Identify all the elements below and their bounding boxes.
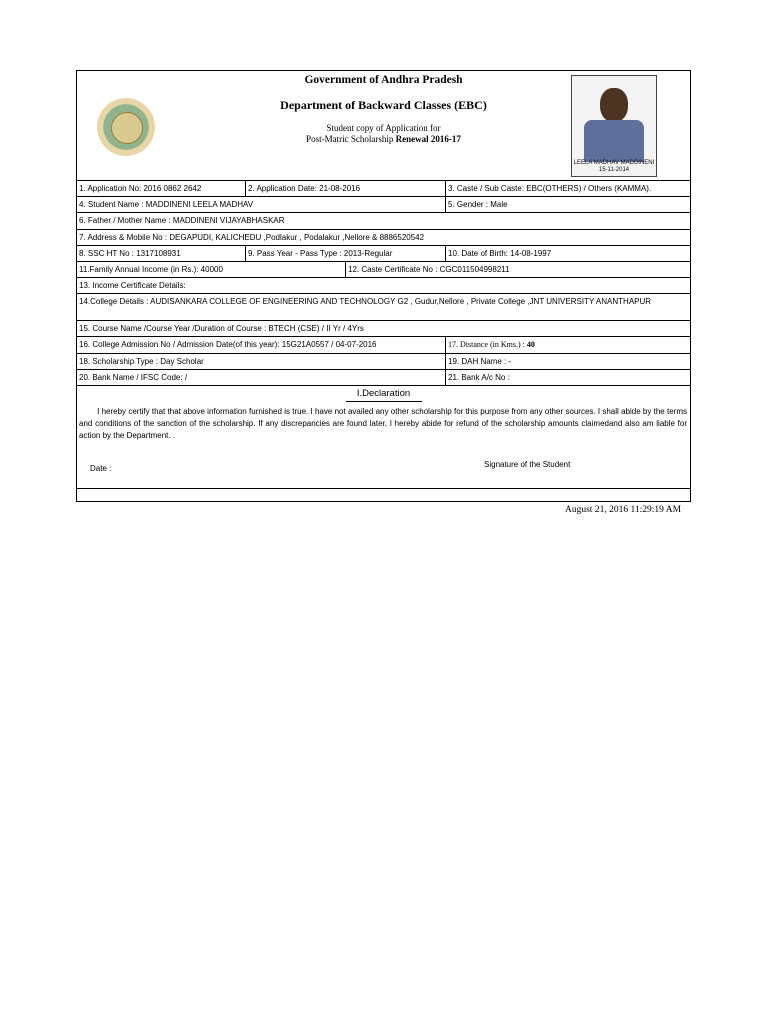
application-number: 1. Application No: 2016 0862 2642 [79, 184, 202, 193]
family-income: 11.Family Annual Income (in Rs.): 40000 [79, 265, 223, 274]
row-10 [77, 336, 690, 353]
address-mobile: 7. Address & Mobile No : DEGAPUDI, KALICHEDU ,Podlakur , Podalakur ,Nellore & 8886520542 [79, 233, 425, 242]
application-date: 2. Application Date: 21-08-2016 [245, 181, 445, 196]
caste-subcaste: 3. Caste / Sub Caste: EBC(OTHERS) / Others (KAMMA). [445, 181, 690, 196]
distance-label: 17. Distance (in Kms.) : [448, 340, 527, 349]
bank-account: 21. Bank A/c No : [445, 370, 690, 385]
department-title: Department of Backward Classes (EBC) [280, 98, 487, 112]
signature-label: Signature of the Student [484, 460, 571, 469]
course-details: 15. Course Name /Course Year /Duration of Course : BTECH (CSE) / II Yr / 4Yrs [79, 324, 364, 333]
row-7 [77, 277, 690, 293]
bank-ifsc: 20. Bank Name / IFSC Code: / [79, 373, 188, 382]
photo-caption [572, 160, 656, 174]
row-8 [77, 293, 690, 320]
declaration-section [77, 385, 690, 488]
caste-certificate: 12. Caste Certificate No : CGC011504998211 [345, 262, 690, 277]
row-6 [77, 261, 690, 277]
declaration-text [79, 406, 687, 442]
ssc-ht-number: 8. SSC HT No : 1317108931 [79, 249, 181, 258]
student-photo [571, 75, 657, 177]
form-header [77, 71, 690, 178]
blank-footer-row [77, 488, 690, 502]
parent-name: 6. Father / Mother Name : MADDINENI VIJAYABHASKAR [79, 216, 285, 225]
college-details: 14.College Details : AUDISANKARA COLLEGE OF ENGINEERING AND TECHNOLOGY G2 , Gudur,Nellore , Private College ,JNT UNIVERSITY ANANTHAPUR [79, 297, 652, 306]
row-12 [77, 369, 690, 385]
scholarship-type: 18. Scholarship Type : Day Scholar [79, 357, 204, 366]
declaration-title-underline [346, 401, 422, 402]
copy-subtitle: Student copy of Application for [326, 123, 441, 133]
gender: 5. Gender : Male [445, 197, 690, 212]
government-title: Government of Andhra Pradesh [304, 74, 463, 86]
row-3 [77, 212, 690, 229]
income-certificate: 13. Income Certificate Details: [79, 281, 186, 290]
print-timestamp: August 21, 2016 11:29:19 AM [565, 505, 682, 515]
student-name: 4. Student Name : MADDINENI LEELA MADHAV [79, 200, 254, 209]
row-11 [77, 353, 690, 369]
row-1 [77, 180, 690, 196]
pass-year-type: 9. Pass Year - Pass Type : 2013-Regular [245, 246, 445, 261]
scheme-prefix: Post-Matric Scholarship [306, 134, 396, 144]
scheme-renewal: Renewal 2016-17 [395, 134, 461, 144]
row-4 [77, 229, 690, 245]
declaration-body: I hereby certify that that above information furnished is true. I have not availed any other scholarship for this purpose from any other sources. I shall abide by the terms and conditions of the sanction of the scholarship. If any discrepancies are found later, I hereby abide for refund of the scholarship amounts claimedand also am liable for action by the Department. . [79, 407, 688, 440]
photo-caption-date: 15-11-2014 [598, 167, 630, 173]
photo-body-shape [584, 120, 644, 162]
row-9 [77, 320, 690, 336]
distance [445, 337, 690, 353]
photo-head-shape [600, 88, 628, 122]
row-5 [77, 245, 690, 261]
date-label: Date : [90, 464, 112, 473]
distance-value: 40 [526, 340, 535, 349]
row-2 [77, 196, 690, 212]
date-of-birth: 10. Date of Birth: 14-08-1997 [445, 246, 690, 261]
photo-caption-name: LEELA MADHAV MADDINENI [573, 160, 655, 166]
declaration-title: I.Declaration [356, 388, 411, 399]
admission-details: 16. College Admission No / Admission Date(of this year): 15G21A0557 / 04-07-2016 [79, 340, 377, 349]
dah-name: 19. DAH Name : - [445, 354, 690, 369]
application-form [76, 70, 691, 502]
